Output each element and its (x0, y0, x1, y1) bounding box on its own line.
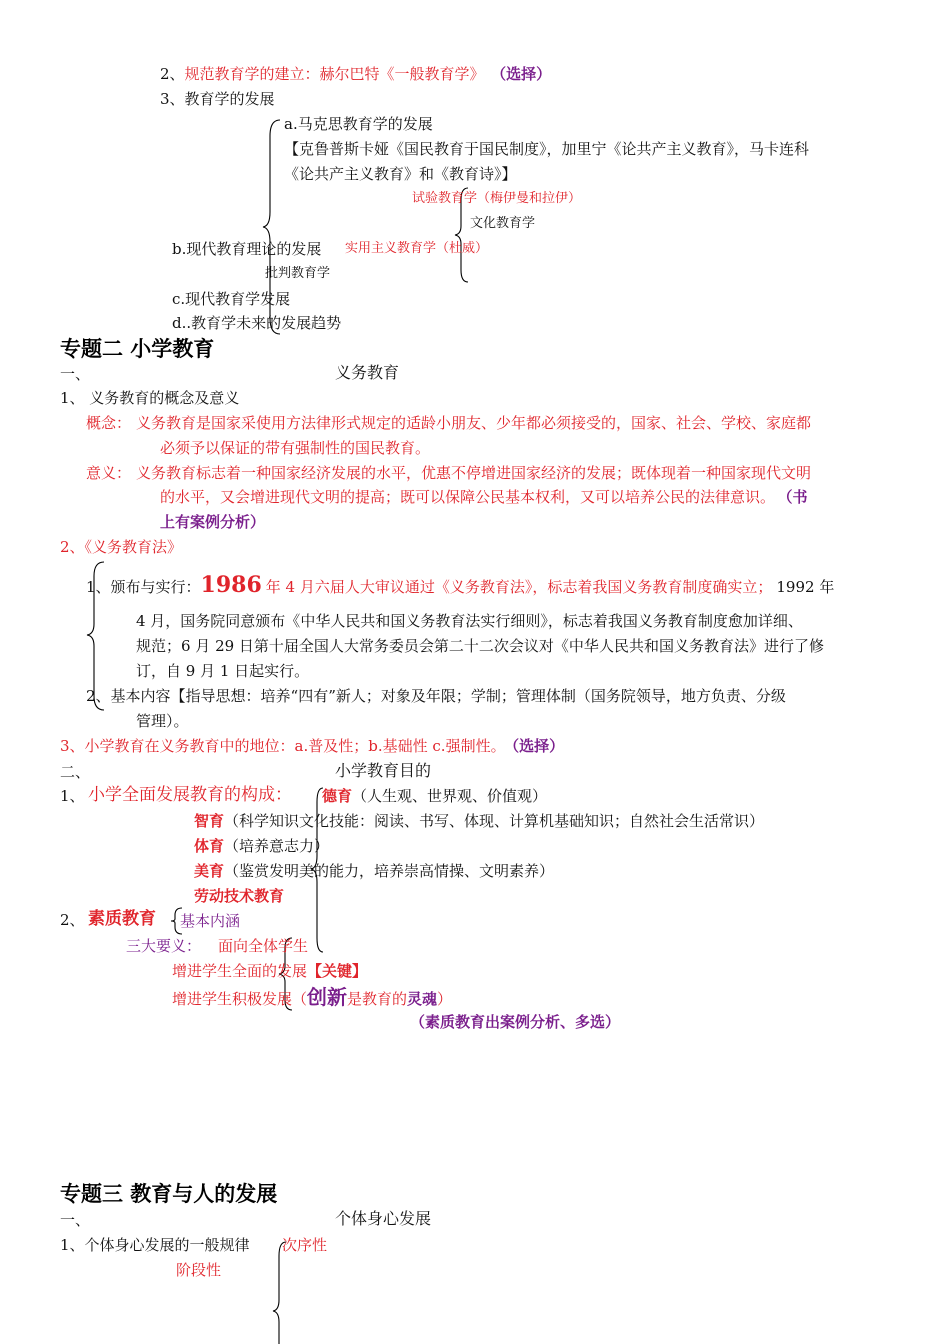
future-trends: d..教育学未来的发展趋势 (172, 314, 342, 332)
brace-development-laws (272, 1240, 288, 1344)
quality-education-note: （素质教育出案例分析、多选） (410, 1013, 621, 1031)
aesthetic-education: 美育（鉴赏发明美的能力，培养崇高情操、文明素养） (194, 862, 555, 880)
q1-title: 小学全面发展教育的构成： (88, 785, 292, 805)
law-line1: 1、颁布与实行：1986 年 4 月六届人大审议通过《义务教育法》，标志着我国义务教育制度确实立； 1992 年 (86, 572, 835, 598)
t3-point-1: 1、个体身心发展的一般规律 (60, 1236, 250, 1254)
law-stage: 阶段性 (176, 1261, 222, 1279)
marxist-works-line1: 【克鲁普斯卡娅《国民教育于国民制度》，加里宁《论共产主义教育》，马卡连科 (284, 140, 810, 158)
select-tag: （选择） (498, 65, 552, 83)
basic-content-line1: 2、基本内容【指导思想：培养“四有”新人；对象及年限；学制；管理体制（国务院领导，地方负责、分级 (86, 687, 786, 705)
normative-pedagogy-text: 规范教育学的建立：赫尔巴特《一般教育学》 (184, 65, 485, 83)
topic2-heading: 专题二 小学教育 (60, 337, 215, 361)
law-line3: 规范；6 月 29 日第十届全国人大常务委员会第二十二次会议对《中华人民共和国义务教育法》进行了修 (136, 637, 824, 655)
law-order: 次序性 (282, 1236, 328, 1254)
topic3-heading: 专题三 教育与人的发展 (60, 1182, 278, 1206)
item-3: 3、教育学的发展 (160, 90, 275, 108)
concept-line1: 义务教育是国家采使用方法律形式规定的适龄小朋友、少年都必须接受的，国家、社会、学校、家庭都 (136, 414, 812, 432)
section-1-title: 义务教育 (335, 363, 400, 382)
experimental-pedagogy: 试验教育学（梅伊曼和拉伊） (412, 191, 582, 206)
all-students: 面向全体学生 (218, 937, 309, 955)
modern-theory: b.现代教育理论的发展 (172, 240, 322, 258)
basic-connotation: 基本内涵 (180, 912, 241, 930)
cultural-pedagogy: 文化教育学 (470, 216, 536, 231)
active-development: 增进学生积极发展（创新是教育的灵魂） (172, 985, 453, 1009)
q2-title: 素质教育 (88, 909, 156, 929)
pragmatic-pedagogy: 实用主义教育学（杜威） (345, 241, 489, 256)
modern-pedagogy: c.现代教育学发展 (172, 290, 291, 308)
point-3-status: 3、小学教育在义务教育中的地位：a.普及性；b.基础性 c.强制性。 （选择） (60, 737, 565, 755)
meaning-label: 意义： (86, 464, 132, 482)
concept-line2: 必须予以保证的带有强制性的国民教育。 (160, 439, 431, 457)
point-1: 1、 义务教育的概念及意义 (60, 389, 240, 407)
three-key-points: 三大要义： (126, 937, 202, 955)
basic-content-line2: 管理）。 (136, 712, 189, 730)
marxist-pedagogy: a.马克思教育学的发展 (284, 115, 433, 133)
meaning-line1: 义务教育标志着一种国家经济发展的水平，优惠不停增进国家经济的发展；既体现着一种国家现代文明 (136, 464, 812, 482)
section-2-title: 小学教育目的 (335, 761, 432, 780)
all-round-development: 增进学生全面的发展【关键】 (172, 962, 368, 980)
moral-education: 德育（人生观、世界观、价值观） (322, 787, 548, 805)
t3-section-1-number: 一、 (60, 1211, 91, 1229)
q1-number: 1、 (60, 787, 85, 805)
intellectual-education: 智育（科学知识文化技能：阅读、书写、体现、计算机基础知识；自然社会生活常识） (194, 812, 765, 830)
physical-education: 体育（培养意志力） (194, 837, 330, 855)
point-2-law: 2、《义务教育法》 (60, 538, 183, 556)
law-line2: 4 月，国务院同意颁布《中华人民共和国义务教育法实行细则》，标志着我国义务教育制度愈加详细、 (136, 612, 803, 630)
section-1-number: 一、 (60, 365, 91, 383)
concept-label: 概念： (86, 414, 132, 432)
section-2-number: 二、 (60, 763, 91, 781)
marxist-works-line2: 《论共产主义教育》和《教育诗》】 (284, 165, 517, 183)
critical-pedagogy: 批判教育学 (265, 266, 331, 281)
t3-section-1-title: 个体身心发展 (335, 1209, 432, 1228)
meaning-line3: 上有案例分析） (160, 513, 266, 531)
item-2: 2、规范教育学的建立：赫尔巴特《一般教育学》 （选择） (160, 65, 552, 83)
labor-education: 劳动技术教育 (194, 887, 285, 905)
law-line4: 订，自 9 月 1 日起实行。 (136, 662, 310, 680)
meaning-line2: 的水平，又会增进现代文明的提高；既可以保障公民基本权利，又可以培养公民的法律意识。 （书 (160, 488, 808, 506)
q2-number: 2、 (60, 911, 85, 929)
